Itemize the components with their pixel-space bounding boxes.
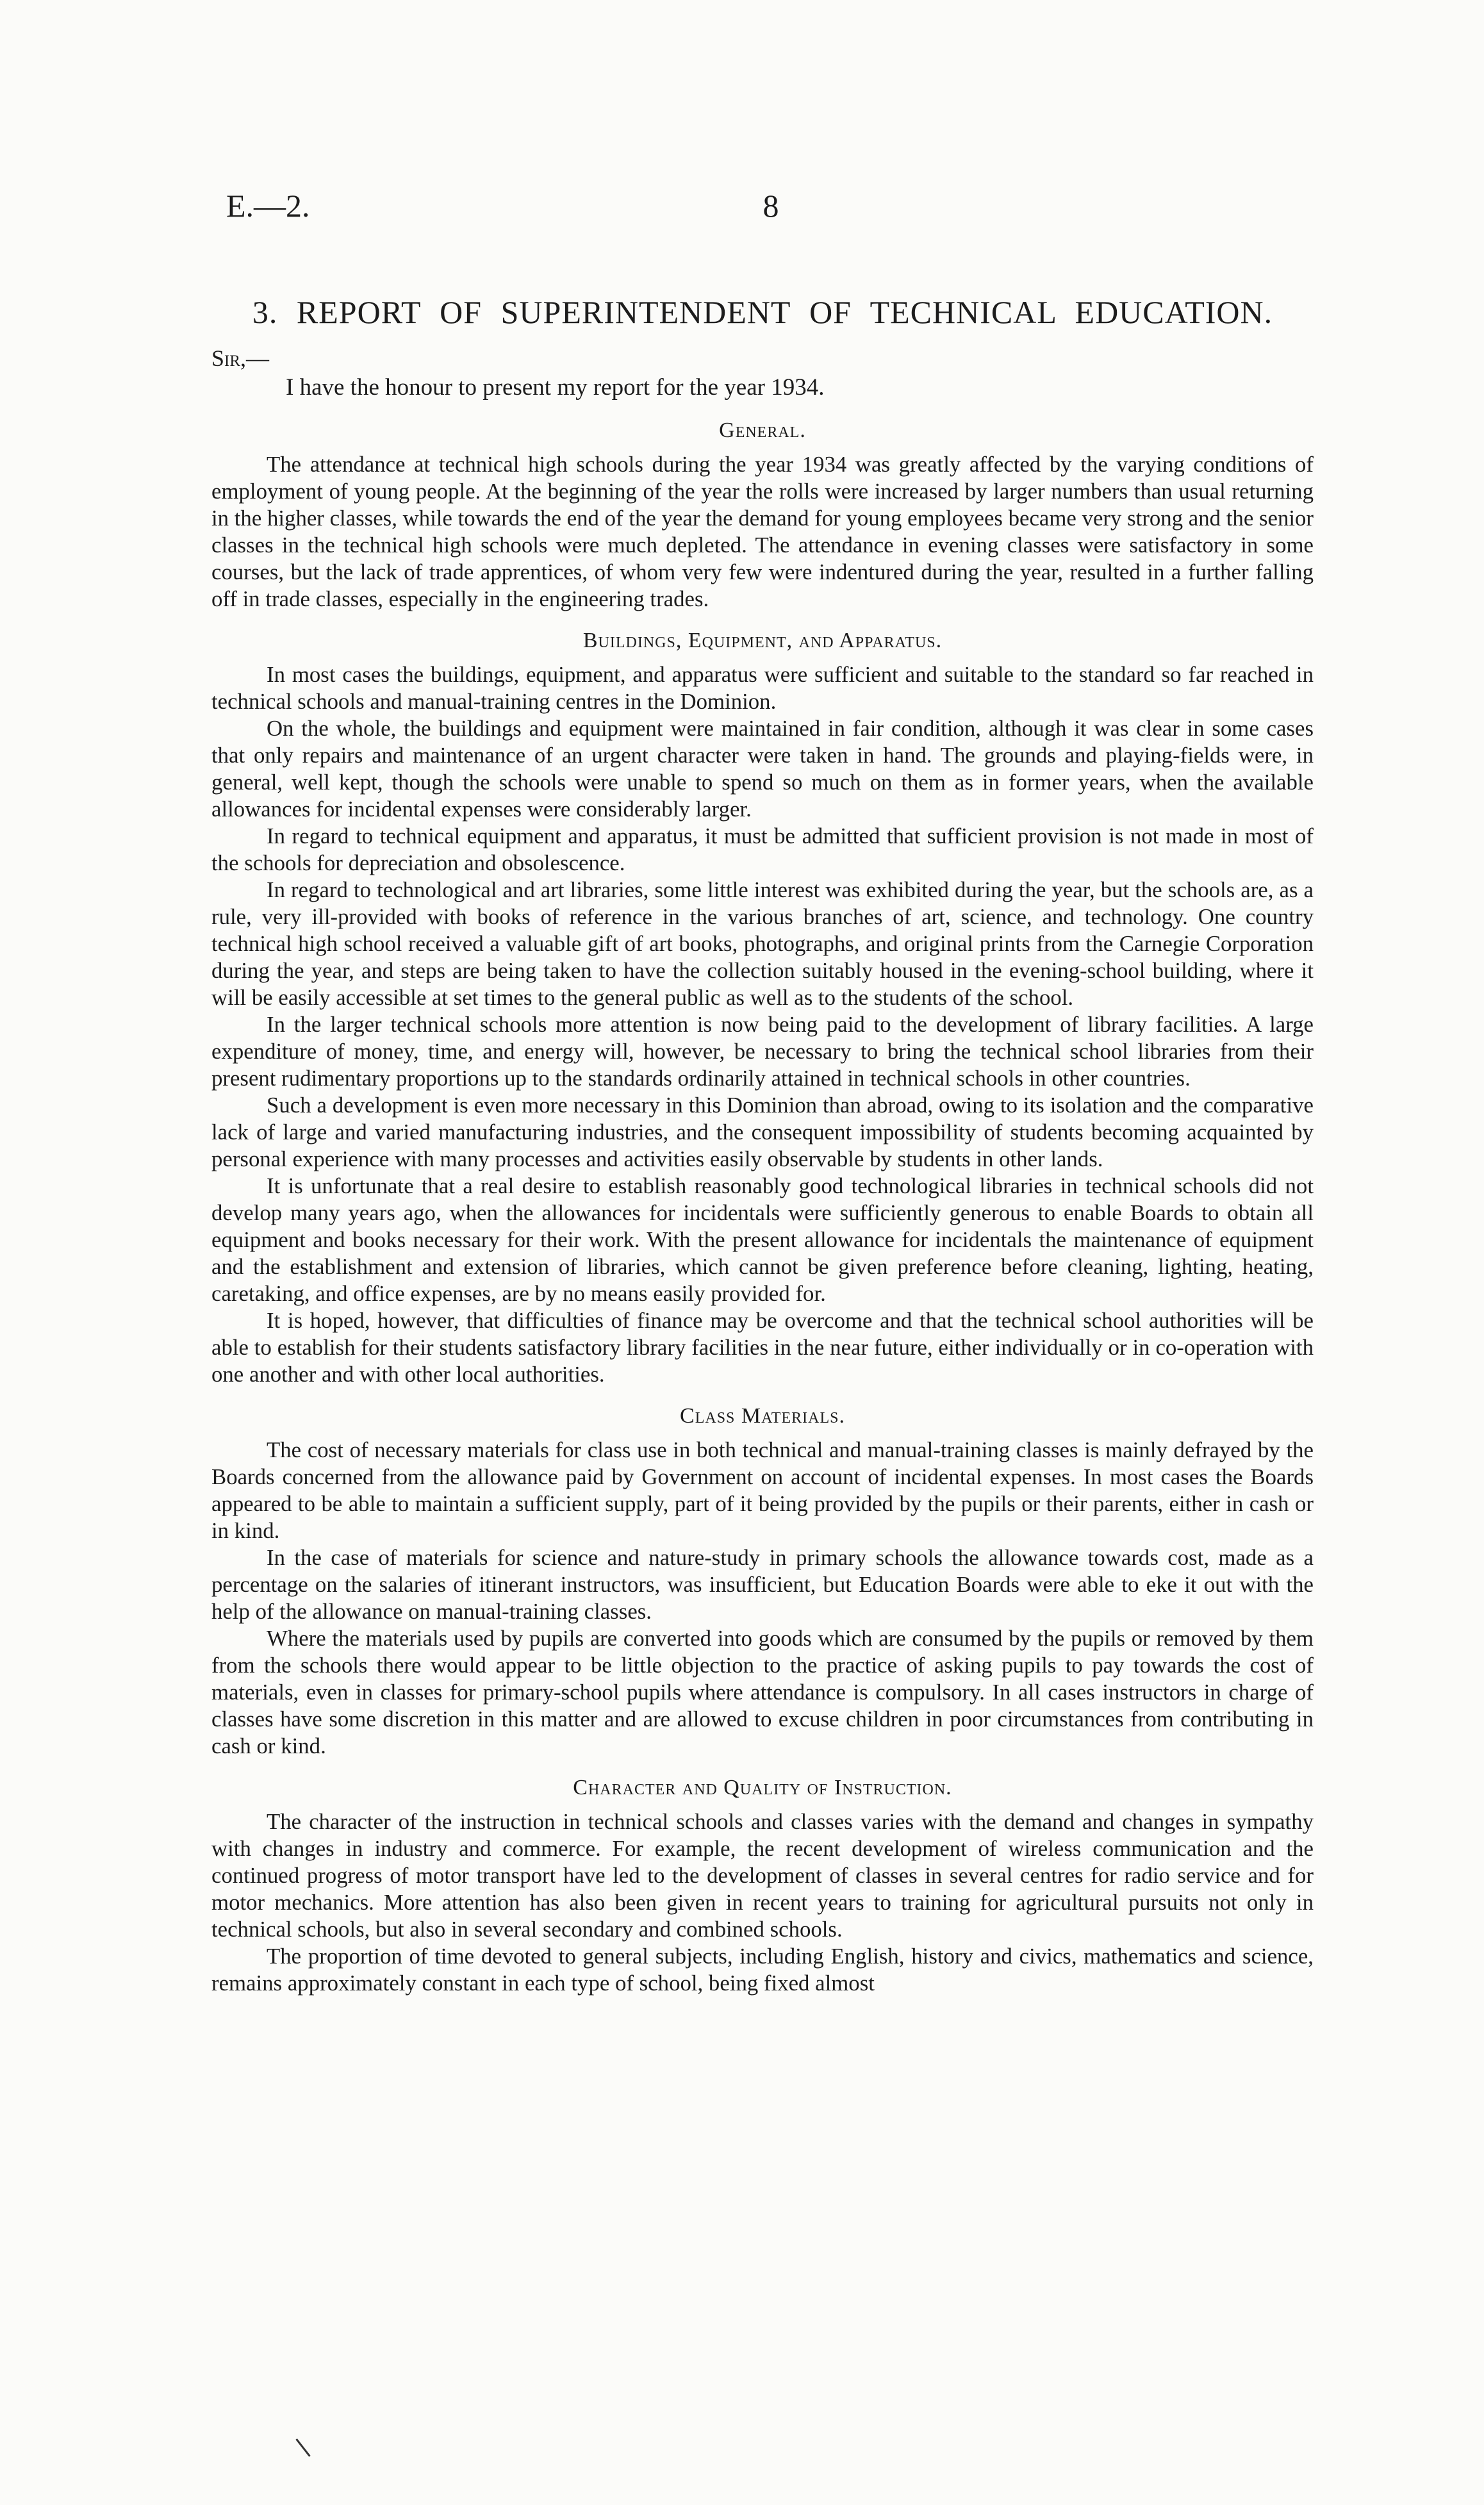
salutation: Sir,—: [211, 345, 270, 371]
paragraph: In the larger technical schools more attention is now being paid to the development of library facilities. A large expenditure of money, time, and energy will, however, be necessary to bring the technical school libraries from their present rudimentary proportions up to the standards ordinarily attained in technical schools in other countries.: [211, 1012, 1314, 1091]
document-code: E.—2.: [226, 188, 310, 224]
paragraph: On the whole, the buildings and equipment were maintained in fair condition, although it was clear in some cases that only repairs and maintenance of an urgent character were taken in hand. The grounds and playing-fields were, in general, well kept, though the schools were unable to spend so much on them as in former years, when the available allowances for incidental expenses were considerably larger.: [211, 716, 1314, 822]
paragraph: It is hoped, however, that difficulties of finance may be overcome and that the technical school authorities will be able to establish for their students satisfactory library facilities in the near future, either individually or in co-operation with one another and with other local authorities.: [211, 1308, 1314, 1387]
section-heading-instruction: Character and Quality of Instruction.: [573, 1776, 952, 1799]
paragraph: In regard to technical equipment and apparatus, it must be admitted that sufficient provision is not made in most of the schools for depreciation and obsolescence.: [211, 823, 1314, 875]
paragraph: The cost of necessary materials for class use in both technical and manual-training classes is mainly defrayed by the Boards concerned from the allowance paid by Government on account of incidental expenses. In most cases the Boards appeared to be able to maintain a sufficient supply, part of it being provided by the pupils or their parents, either in cash or in kind.: [211, 1437, 1314, 1543]
paragraph: Where the materials used by pupils are converted into goods which are consumed by the pupils or removed by them from the schools there would appear to be little objection to the practice of asking pupils to pay towards the cost of materials, even in classes for primary-school pupils where attendance is compulsory. In all cases instructors in charge of classes have some discretion in this matter and are allowed to excuse children in poor circumstances from contributing in cash or kind.: [211, 1626, 1314, 1758]
intro-sentence: I have the honour to present my report for the year 1934.: [286, 374, 825, 401]
section-heading-general: General.: [719, 418, 806, 442]
paragraph: It is unfortunate that a real desire to establish reasonably good technological libraries in technical schools did not develop many years ago, when the allowances for incidentals were sufficiently generous to enable Boards to obtain all equipment and books necessary for their work. With the present allowance for incidentals the maintenance of equipment and the establishment and extension of libraries, which cannot be given preference before cleaning, lighting, heating, caretaking, and office expenses, are by no means easily provided for.: [211, 1173, 1314, 1306]
paragraph: The attendance at technical high schools during the year 1934 was greatly affected by the varying conditions of employment of young people. At the beginning of the year the rolls were increased by larger numbers than usual returning in the higher classes, while towards the end of the year the demand for young employees became very strong and the senior classes in the technical high schools were much depleted. The attendance in evening classes were satisfactory in some courses, but the lack of trade apprentices, of whom very few were indentured during the year, resulted in a further falling off in trade classes, especially in the engineering trades.: [211, 452, 1314, 611]
stray-pen-mark: [295, 2438, 310, 2457]
page-number: 8: [763, 188, 779, 224]
paragraph: Such a development is even more necessary in this Dominion than abroad, owing to its isolation and the comparative lack of large and varied manufacturing industries, and the consequent impossibility of students becoming acquainted by personal experience with many processes and activities easily observable by students in other lands.: [211, 1093, 1314, 1171]
paragraph: The character of the instruction in technical schools and classes varies with the demand and changes in sympathy with changes in industry and commerce. For example, the recent development of wireless communication and the continued progress of motor transport have led to the development of classes in several centres for radio service and for motor mechanics. More attention has also been given in recent years to training for agricultural pursuits not only in technical schools, but also in several secondary and combined schools.: [211, 1809, 1314, 1942]
report-body: [211, 402, 1314, 1997]
paragraph: The proportion of time devoted to general subjects, including English, history and civics, mathematics and science, remains approximately constant in each type of school, being fixed almost: [211, 1944, 1314, 1996]
paragraph: In the case of materials for science and nature-study in primary schools the allowance towards cost, made as a percentage on the salaries of itinerant instructors, was insufficient, but Education Boards were able to eke it out with the help of the allowance on manual-training classes.: [211, 1545, 1314, 1624]
page-header: [226, 187, 1315, 226]
section-heading-buildings: Buildings, Equipment, and Apparatus.: [582, 629, 943, 652]
section-heading-class-materials: Class Materials.: [680, 1404, 845, 1428]
paragraph: In regard to technological and art libraries, some little interest was exhibited during the year, but the schools are, as a rule, very ill-provided with books of reference in the various branches of art, science, and technology. One country technical high school received a valuable gift of art books, photographs, and original prints from the Carnegie Corporation during the year, and steps are being taken to have the collection suitably housed in the evening-school building, where it will be easily accessible at set times to the general public as well as to the students of the school.: [211, 877, 1314, 1010]
report-title: 3. REPORT OF SUPERINTENDENT OF TECHNICAL EDUCATION.: [252, 294, 1273, 330]
paragraph: In most cases the buildings, equipment, and apparatus were sufficient and suitable to the standard so far reached in technical schools and manual-training centres in the Dominion.: [211, 662, 1314, 714]
